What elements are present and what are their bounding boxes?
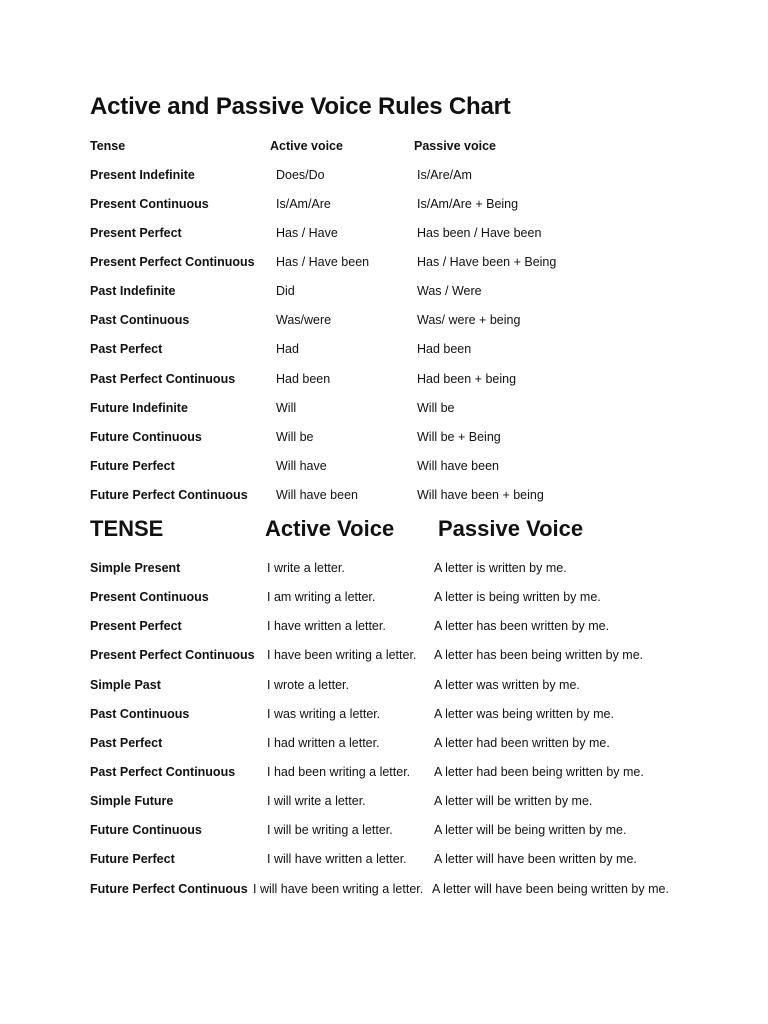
examples-cell-active: I will have written a letter. [267,852,407,866]
examples-cell-passive: A letter will be written by me. [434,794,593,808]
rules-cell-tense: Present Indefinite [90,168,195,182]
rules-cell-tense: Past Continuous [90,313,190,327]
examples-cell-tense: Future Perfect Continuous [90,882,248,896]
rules-header-tense: Tense [90,139,126,153]
examples-cell-passive: A letter had been written by me. [434,736,610,750]
examples-cell-active: I had written a letter. [267,736,380,750]
examples-cell-tense: Simple Past [90,678,161,692]
examples-cell-active: I have written a letter. [267,619,386,633]
rules-cell-tense: Future Continuous [90,430,202,444]
rules-cell-passive: Will have been [417,459,499,473]
examples-cell-active: I was writing a letter. [267,707,381,721]
examples-cell-passive: A letter will have been written by me. [434,852,637,866]
examples-cell-passive: A letter is written by me. [434,561,567,575]
examples-cell-tense: Present Perfect [90,619,182,633]
examples-cell-active: I write a letter. [267,561,345,575]
rules-cell-passive: Will be + Being [417,430,501,444]
examples-cell-tense: Future Perfect [90,852,175,866]
rules-cell-tense: Future Indefinite [90,401,188,415]
examples-cell-active: I am writing a letter. [267,590,376,604]
rules-cell-active: Does/Do [276,168,325,182]
rules-cell-passive: Has / Have been + Being [417,255,557,269]
rules-cell-active: Was/were [276,313,332,327]
rules-cell-tense: Past Perfect [90,342,163,356]
examples-header-tense: TENSE [90,516,164,541]
rules-cell-tense: Present Perfect Continuous [90,255,255,269]
examples-cell-passive: A letter will have been being written by me. [432,882,669,896]
examples-cell-tense: Present Perfect Continuous [90,648,255,662]
rules-cell-passive: Is/Am/Are + Being [417,197,519,211]
rules-cell-tense: Present Continuous [90,197,209,211]
examples-cell-tense: Past Continuous [90,707,190,721]
rules-cell-passive: Had been + being [417,372,517,386]
rules-cell-active: Did [276,284,295,298]
rules-cell-tense: Present Perfect [90,226,182,240]
examples-cell-passive: A letter had been being written by me. [434,765,644,779]
rules-cell-active: Had [276,342,299,356]
examples-cell-passive: A letter was being written by me. [434,707,614,721]
rules-cell-passive: Will have been + being [417,488,544,502]
rules-cell-passive: Is/Are/Am [417,168,472,182]
examples-header-active: Active Voice [265,516,395,541]
rules-header-active: Active voice [270,139,343,153]
rules-cell-passive: Will be [417,401,455,415]
examples-cell-tense: Past Perfect [90,736,163,750]
examples-cell-active: I had been writing a letter. [267,765,411,779]
examples-cell-active: I wrote a letter. [267,678,349,692]
rules-cell-active: Will have been [276,488,358,502]
examples-cell-tense: Present Continuous [90,590,209,604]
examples-cell-active: I have been writing a letter. [267,648,417,662]
examples-cell-active: I will write a letter. [267,794,366,808]
examples-cell-passive: A letter will be being written by me. [434,823,627,837]
page-title: Active and Passive Voice Rules Chart [90,93,511,120]
rules-cell-passive: Has been / Have been [417,226,542,240]
rules-cell-active: Has / Have been [276,255,370,269]
examples-cell-active: I will have been writing a letter. [253,882,424,896]
examples-cell-passive: A letter has been being written by me. [434,648,644,662]
rules-cell-active: Will [276,401,297,415]
rules-header-passive: Passive voice [414,139,497,153]
rules-cell-active: Had been [276,372,331,386]
examples-cell-tense: Past Perfect Continuous [90,765,236,779]
rules-cell-active: Will have [276,459,327,473]
rules-cell-passive: Was/ were + being [417,313,521,327]
rules-cell-passive: Was / Were [417,284,482,298]
rules-cell-tense: Past Perfect Continuous [90,372,236,386]
examples-header-passive: Passive Voice [438,516,584,541]
rules-cell-active: Has / Have [276,226,338,240]
rules-cell-tense: Past Indefinite [90,284,176,298]
rules-cell-active: Is/Am/Are [276,197,331,211]
rules-cell-tense: Future Perfect [90,459,175,473]
rules-cell-tense: Future Perfect Continuous [90,488,248,502]
examples-cell-active: I will be writing a letter. [267,823,393,837]
rules-cell-passive: Had been [417,342,472,356]
examples-cell-tense: Future Continuous [90,823,202,837]
examples-cell-passive: A letter has been written by me. [434,619,610,633]
examples-cell-tense: Simple Present [90,561,181,575]
rules-cell-active: Will be [276,430,314,444]
examples-cell-passive: A letter is being written by me. [434,590,601,604]
examples-cell-passive: A letter was written by me. [434,678,580,692]
examples-cell-tense: Simple Future [90,794,174,808]
